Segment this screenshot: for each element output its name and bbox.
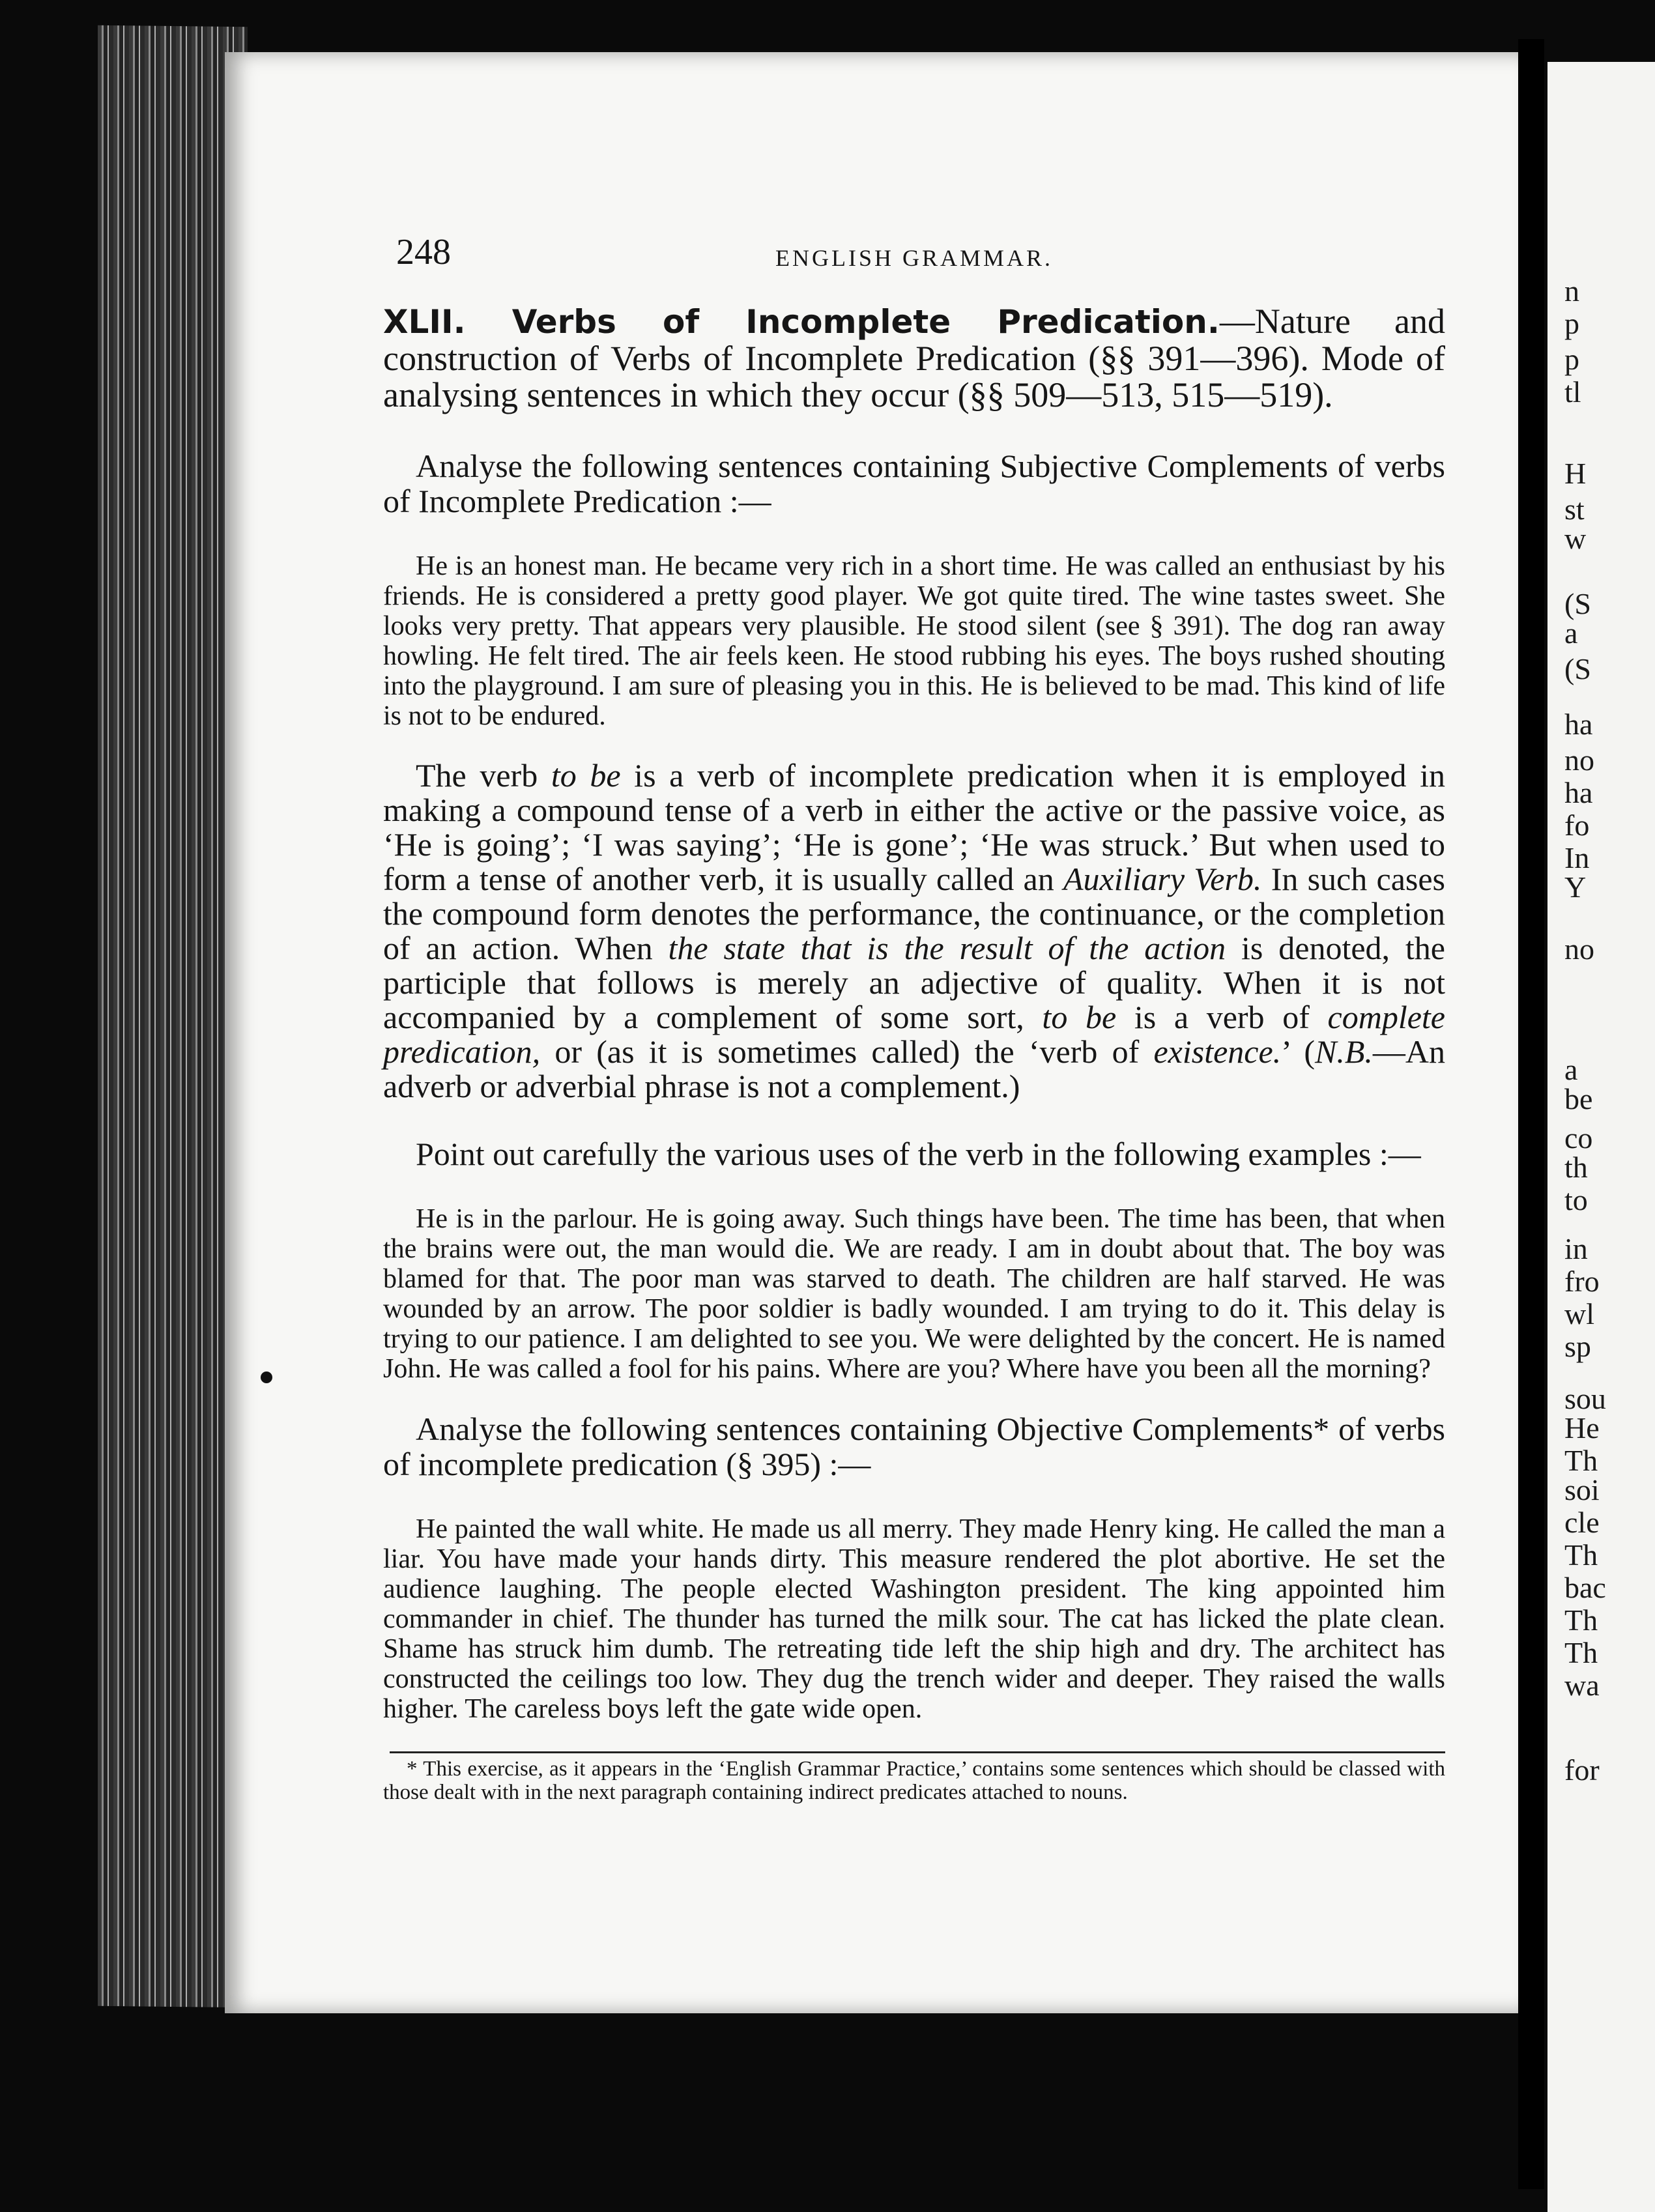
facing-page-text-fragment: soi <box>1564 1473 1600 1506</box>
facing-page-text-fragment: Th <box>1564 1444 1598 1477</box>
section-description: —Nature and construction of Verbs of Incomplete Predication (§§ 391—396). Mode of analysing sentences in which they occur (§§ 509—513, 515—519). <box>383 302 1446 414</box>
facing-page-text-fragment: (S <box>1564 652 1591 685</box>
facing-page-text-fragment: th <box>1564 1151 1588 1184</box>
facing-page-text-fragment: (S <box>1564 587 1591 620</box>
text-run: The verb <box>416 757 551 794</box>
facing-page-text-fragment: Y <box>1564 870 1587 904</box>
italic-run: the state that is the result of the action <box>668 930 1226 966</box>
facing-page-text-fragment: co <box>1564 1121 1593 1155</box>
ink-mark <box>261 1372 272 1383</box>
text-run: is a verb of <box>1116 999 1328 1035</box>
facing-page-text-fragment: cle <box>1564 1506 1600 1539</box>
facing-page-text-fragment: Th <box>1564 1603 1598 1637</box>
page-content <box>383 231 1445 1826</box>
italic-run: to be <box>551 757 621 794</box>
running-header-title: ENGLISH GRAMMAR. <box>775 245 1054 271</box>
facing-page-text-fragment: st <box>1564 493 1585 526</box>
instruction-objective-complements: Analyse the following sentences containing Objective Complements* of verbs of incomplete predication (§ 395) :— <box>383 1411 1445 1482</box>
running-head <box>383 231 1445 283</box>
facing-page-text-fragment: In <box>1564 841 1590 874</box>
facing-page-text-fragment: a <box>1564 616 1578 650</box>
facing-page-text-fragment: be <box>1564 1082 1593 1115</box>
text-run: is a verb of incomplete predication when it is employed in making a compound tense of a verb in either the active or the passive voice, as ‘He is going’; ‘I was saying’; ‘He is gone’; ‘He was struck.’ But when used to form a tense of another verb, it is usually called an <box>383 757 1445 897</box>
facing-page-text-fragment: bac <box>1564 1571 1606 1604</box>
facing-page-text-fragment: no <box>1564 932 1594 966</box>
section-heading <box>383 303 1445 413</box>
text-run: is denoted, the participle that follows is merely an adjective of quality. When it is not accompanied by a complement of some sort, <box>383 930 1445 1035</box>
facing-page-text-fragment: ha <box>1564 776 1593 809</box>
facing-page-text-fragment: H <box>1564 457 1587 490</box>
exercise-objective-complements: He painted the wall white. He made us all merry. They made Henry king. He called the man a liar. You have made your hands dirty. This measure rendered the plot abortive. He set the audience laughing. The people elected Washington president. The king appointed him commander in chief. The thunder has turned the milk sour. The cat has licked the plate clean. Shame has struck him dumb. The retreating tide left the ship high and dry. The architect has constructed the ceilings too low. They dug the trench wider and deeper. They raised the walls higher. The careless boys left the gate wide open. <box>383 1514 1445 1724</box>
facing-page-text-fragment: in <box>1564 1232 1588 1265</box>
book-gutter <box>1518 39 1544 2189</box>
facing-page-text-fragment: sp <box>1564 1330 1591 1363</box>
facing-page-text-fragment: no <box>1564 743 1594 777</box>
facing-page-fragment <box>1547 62 1655 2212</box>
italic-run: existence. <box>1153 1033 1282 1070</box>
facing-page-text-fragment: Th <box>1564 1538 1598 1572</box>
italic-run: to be <box>1042 999 1117 1035</box>
facing-page-text-fragment: tl <box>1564 375 1581 409</box>
exercise-subjective-complements: He is an honest man. He became very rich in a short time. He was called an enthusiast by his friends. He is considered a pretty good player. We got quite tired. The wine tastes sweet. She looks very pretty. That appears very plausible. He stood silent (see § 391). The dog ran away howling. He felt tired. The air feels keen. He stood rubbing his eyes. The boys rushed shouting into the playground. I am sure of pleasing you in this. He is believed to be mad. This kind of life is not to be endured. <box>383 551 1445 731</box>
facing-page-text-fragment: p <box>1564 343 1579 376</box>
facing-page-text-fragment: fro <box>1564 1265 1600 1298</box>
facing-page-text-fragment: to <box>1564 1183 1588 1216</box>
facing-page-text-fragment: ha <box>1564 708 1593 741</box>
facing-page-text-fragment: for <box>1564 1753 1600 1787</box>
text-run: In such cases the compound form denotes the performance, the continuance, or the completion of an action. When <box>383 861 1445 966</box>
facing-page-text-fragment: n <box>1564 274 1579 308</box>
italic-run: complete predication, <box>383 999 1445 1070</box>
instruction-uses-of-verb: Point out carefully the various uses of the verb in the following examples :— <box>416 1136 1421 1172</box>
paragraph-verb-to-be <box>383 758 1445 1104</box>
facing-page-text-fragment: He <box>1564 1411 1600 1444</box>
text-run: —An adverb or adverbial phrase is not a complement.) <box>383 1033 1445 1104</box>
facing-page-text-fragment: p <box>1564 307 1579 340</box>
footnote: * This exercise, as it appears in the ‘English Grammar Practice,’ contains some sentences which should be classed with those dealt with in the next paragraph containing indirect predicates attached to nouns. <box>383 1757 1445 1804</box>
text-run: or (as it is sometimes called) the ‘verb of <box>540 1033 1154 1070</box>
facing-page-text-fragment: wa <box>1564 1669 1600 1702</box>
instruction-subjective-complements: Analyse the following sentences containing Subjective Complements of verbs of Incomplete Predication :— <box>383 448 1445 519</box>
exercise-uses-of-verb: He is in the parlour. He is going away. Such things have been. The time has been, that when the brains were out, the man would die. We are ready. I am in doubt about that. The boy was blamed for that. The poor man was starved to death. The children are half starved. He was wounded by an arrow. The poor soldier is badly wounded. I am trying to do it. This delay is trying to our patience. I am delighted to see you. We were delighted by the concert. He is named John. He was called a fool for his pains. Where are you? Where have you been all the morning? <box>383 1204 1445 1384</box>
facing-page-text-fragment: fo <box>1564 809 1590 842</box>
facing-page-text-fragment: wl <box>1564 1297 1594 1330</box>
text-run: ’ ( <box>1281 1033 1315 1070</box>
facing-page-text-fragment: a <box>1564 1053 1578 1086</box>
italic-run: N.B. <box>1314 1033 1373 1070</box>
footnote-rule <box>390 1751 1445 1753</box>
facing-page-text-fragment: Th <box>1564 1636 1598 1669</box>
section-number-title: XLII. Verbs of Incomplete Predication. <box>383 303 1220 341</box>
italic-run: Auxiliary Verb. <box>1063 861 1262 897</box>
page-number: 248 <box>396 232 451 272</box>
facing-page-text-fragment: w <box>1564 522 1587 555</box>
facing-page-text-fragment: sou <box>1564 1382 1606 1415</box>
